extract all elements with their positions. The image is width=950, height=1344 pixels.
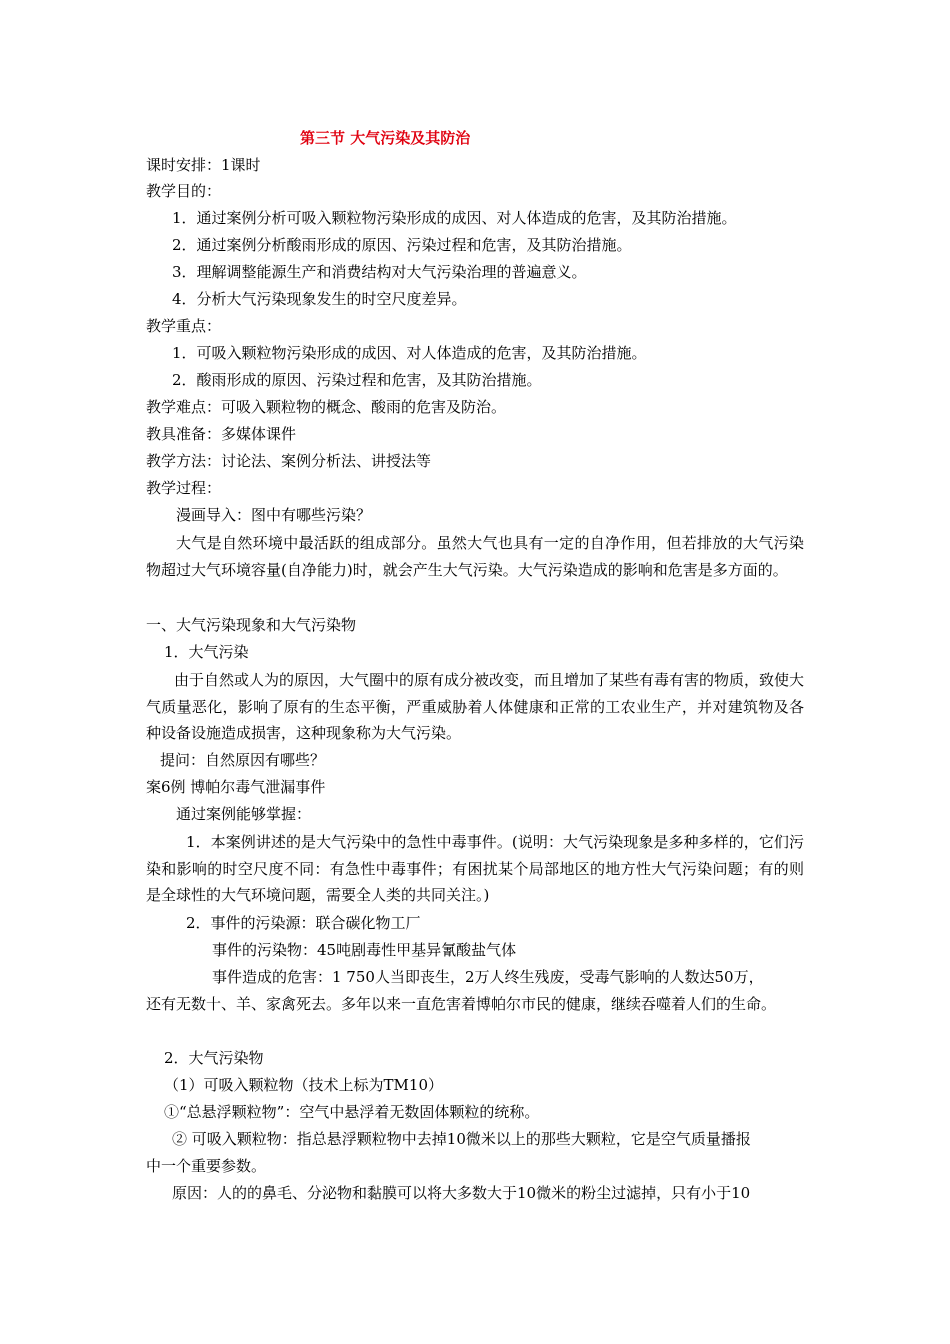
tsp-definition: ①“总悬浮颗粒物”：空气中悬浮着无数固体颗粒的统称。 [164,1103,540,1121]
difficult-points: 教学难点：可吸入颗粒物的概念、酸雨的危害及防治。 [146,398,507,416]
teaching-methods: 教学方法：讨论法、案例分析法、讲授法等 [146,452,432,470]
key-point-item-1: 1．可吸入颗粒物污染形成的成因、对人体造成的危害，及其防治措施。 [172,344,647,362]
objective-item-1: 1．通过案例分析可吸入颗粒物污染形成的成因、对人体造成的危害，及其防治措施。 [172,209,737,227]
class-hours: 课时安排：1课时 [146,156,261,174]
case-title: 案6例 博帕尔毒气泄漏事件 [146,778,326,796]
case-point-1: 1．本案例讲述的是大气污染中的急性中毒事件。(说明：大气污染现象是多种多样的，它们污染和影响的时空尺度不同：有急性中毒事件；有困扰某个局部地区的地方性大气污染问题；有的则是全球性的大气环境问题，需要全人类的共同关注。) [146,833,804,904]
section-heading-1: 一、大气污染现象和大气污染物 [146,616,357,634]
case-harm-continued: 还有无数十、羊、家禽死去。多年以来一直危害着博帕尔市民的健康，继续吞噬着人们的生命。 [146,995,777,1013]
objective-item-4: 4．分析大气污染现象发生的时空尺度差异。 [172,290,467,308]
pm10-definition-continued: 中一个重要参数。 [146,1157,267,1175]
section-title: 第三节 大气污染及其防治 [300,129,471,147]
objective-item-2: 2．通过案例分析酸雨形成的原因、污染过程和危害，及其防治措施。 [172,236,632,254]
pm10-definition: ② 可吸入颗粒物：指总悬浮颗粒物中去掉10微米以上的那些大颗粒，它是空气质量播报 [172,1130,751,1148]
objective-item-3: 3．理解调整能源生产和消费结构对大气污染治理的普遍意义。 [172,263,587,281]
subheading-pollutants: 2．大气污染物 [164,1049,264,1067]
teaching-process-heading: 教学过程： [146,479,222,497]
teaching-aids: 教具准备：多媒体课件 [146,425,297,443]
question-natural-causes: 提问：自然原因有哪些？ [160,751,326,769]
case-pollution-source: 2．事件的污染源：联合碳化物工厂 [186,914,421,932]
cause-explanation: 原因：人的的鼻毛、分泌物和黏膜可以将大多数大于10微米的粉尘过滤掉，只有小于10 [172,1184,751,1202]
comic-intro: 漫画导入：图中有哪些污染？ [176,506,372,524]
air-pollution-definition: 由于自然或人为的原因，大气圈中的原有成分被改变，而且增加了某些有毒有害的物质，致使大气质量恶化，影响了原有的生态平衡，严重威胁着人体健康和正常的工农业生产，并对建筑物及各种设备设施造成损害，这种现象称为大气污染。 [146,671,805,742]
case-learning-heading: 通过案例能够掌握： [176,805,312,823]
case-harm: 事件造成的危害：1 750人当即丧生，2万人终生残废，受毒气影响的人数达50万， [212,968,764,986]
case-pollutant: 事件的污染物：45吨剧毒性甲基异氰酸盐气体 [212,941,517,959]
objectives-heading: 教学目的： [146,182,222,200]
key-point-item-2: 2．酸雨形成的原因、污染过程和危害，及其防治措施。 [172,371,542,389]
key-points-heading: 教学重点： [146,317,222,335]
inhalable-particles-heading: （1）可吸入颗粒物（技术上标为TM10） [164,1076,443,1094]
subheading-air-pollution: 1．大气污染 [164,643,249,661]
atmosphere-paragraph: 大气是自然环境中最活跃的组成部分。虽然大气也具有一定的自净作用，但若排放的大气污染物超过大气环境容量(自净能力)时，就会产生大气污染。大气污染造成的影响和危害是多方面的。 [146,534,804,579]
